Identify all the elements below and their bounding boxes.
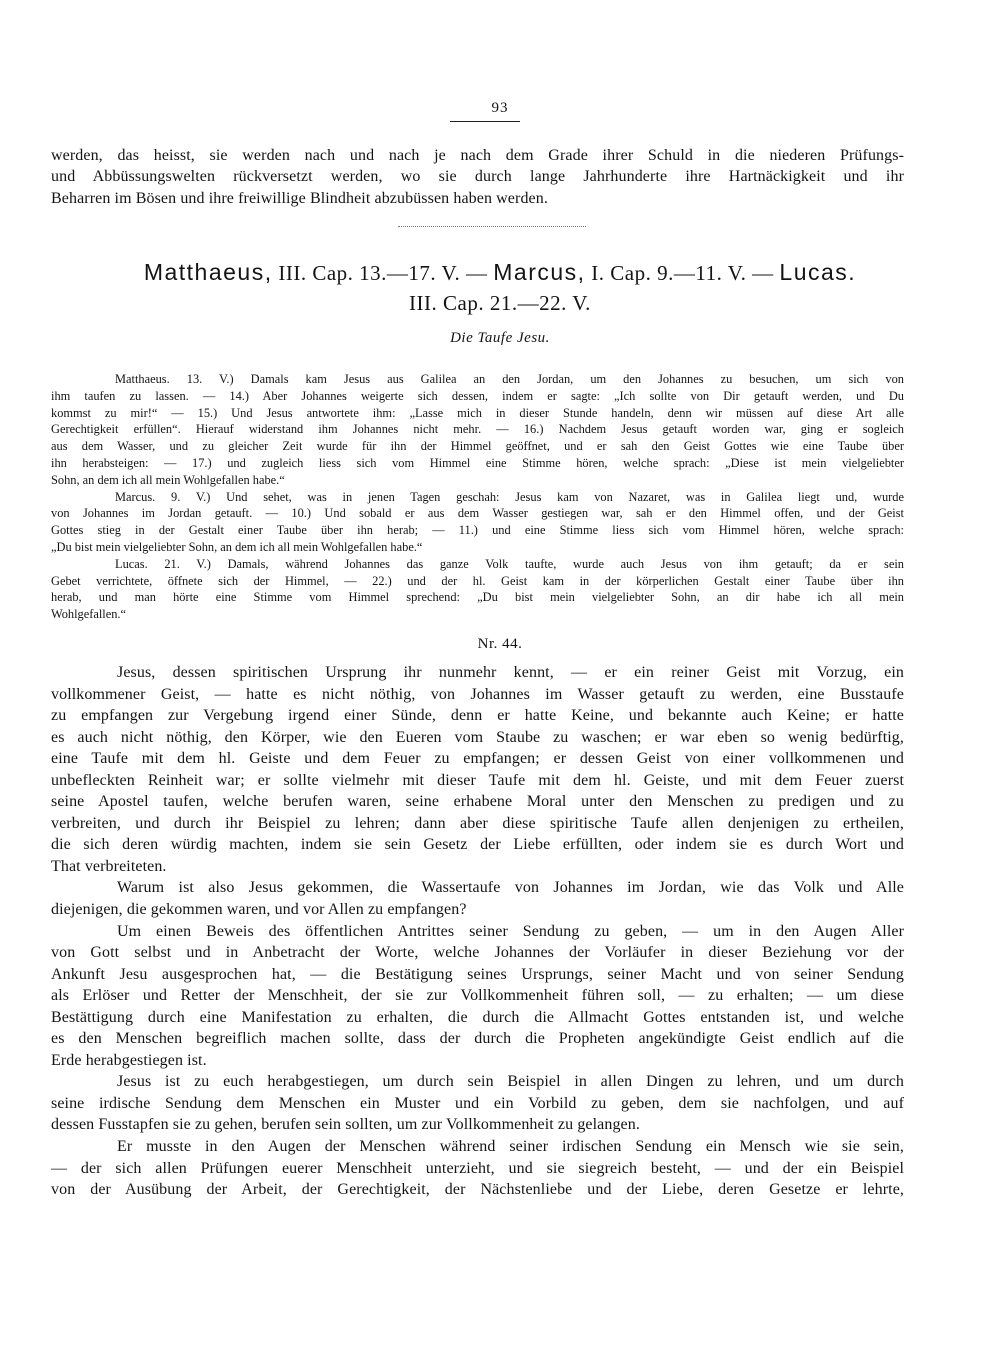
quote-line: „Du bist mein vielgeliebter Sohn, an dem ich all mein Wohlgefallen habe.“ [51, 539, 423, 554]
main-text-line: von Gott selbst und in Anbetracht der Worte, welche Johannes der Vorläufer in dieser Beziehung vor der [51, 944, 904, 962]
section-number: Nr. 44. [477, 636, 523, 652]
main-text-line: es auch nicht nöthig, den Körper, wie den Eueren vom Staube zu waschen; er war eben so wenig bedürftig, [51, 728, 904, 746]
quote-line: Sohn, an dem ich all mein Wohlgefallen habe.“ [51, 472, 285, 487]
intro-paragraph [51, 145, 904, 209]
main-text-line: Warum ist also Jesus gekommen, die Wassertaufe von Johannes im Jordan, wie das Volk und Alle [117, 879, 904, 897]
quote-line: Wohlgefallen.“ [51, 607, 127, 622]
quote-line: Matthaeus. 13. V.) Damals kam Jesus aus Galilea an den Jordan, um den Johannes zu besuchen, um sich von [115, 372, 904, 386]
quote-line: aus dem Wasser, und zu gleicher Zeit wurde für ihn der Himmel geöffnet, und er sah den Geist Gottes wie eine Taube über [51, 439, 904, 454]
main-text-line: vollkommener Geist, — hatte es nicht nöthig, von Johannes im Wasser getauft zu werden, eine Busstaufe [51, 685, 904, 703]
heading-line-2: III. Cap. 21.—22. V. [409, 291, 591, 315]
section-subtitle: Die Taufe Jesu. [450, 330, 550, 346]
main-text-line: verbreiten, und durch ihr Beispiel zu lehren; dann aber diese spiritische Taufe allen denjenigen zu ertheilen, [51, 814, 904, 832]
main-text-line: unbefleckten Reinheit war; er sollte vielmehr mit dieser Taufe mit dem hl. Geiste, und mit dem Feuer zuerst [51, 771, 904, 789]
quote-line: ihn herabsteigen: — 17.) und zugleich liess sich vom Himmel eine Stimme hören, welche sprach: „Diese ist mein vielgeliebter [51, 455, 904, 470]
quote-line: herab, und man hörte eine Stimme vom Himmel sprechend: „Du bist mein vielgeliebter Sohn, an dir habe ich all mein [51, 590, 904, 605]
heading-ref-1: III. Cap. 13.—17. V. — [278, 261, 488, 285]
heading-matthaeus: Matthaeus, [143, 259, 273, 285]
main-text-line: seine Apostel taufen, welche berufen waren, seine erhabene Moral unter den Menschen zu predigen und zu [51, 793, 904, 811]
heading-lucas: Lucas. [779, 259, 857, 285]
heading-line-1 [0, 257, 1000, 288]
scripture-quote [51, 371, 904, 623]
heading-marcus: Marcus, [493, 259, 586, 285]
quote-line: Gottes stieg in der Gestalt einer Taube über ihn herab; — 11.) und eine Stimme liess sich vom Himmel hören, welche sprach: [51, 523, 904, 538]
main-text-line: Erde herabgestiegen ist. [51, 1051, 207, 1069]
main-text-line: Ankunft Jesu ausgesprochen hat, — die Bestätigung seines Ursprungs, seiner Macht und von seiner Sendung [51, 965, 904, 983]
quote-line: Gebet verrichtete, öffnete sich der Himmel, — 22.) und der hl. Geist kam in der körperlichen Gestalt einer Taube über ihn [51, 573, 904, 588]
main-text-line: seine irdische Sendung dem Menschen ein Muster und ein Vorbild zu geben, dem sie nachfolgen, und auf [51, 1094, 904, 1112]
main-text-line: als Erlöser und Retter der Menschheit, der sie zur Vollkommenheit führen soll, — zu erhalten; — um diese [51, 987, 904, 1005]
main-text-line: eine Taufe mit dem hl. Geiste und dem Feuer zu empfangen; er dessen Geist von einer vollkommenen und [51, 750, 904, 768]
quote-line: Marcus. 9. V.) Und sehet, was in jenen Tagen geschah: Jesus kam von Nazaret, was in Galilea liegt und, wurde [115, 489, 904, 504]
quote-line: Gerechtigkeit erfüllen“. Hierauf widerstand ihm Johannes nicht mehr. — 16.) Nachdem Jesus getauft worden war, ging er sogleich [51, 422, 904, 437]
main-text-line: diejenigen, die gekommen waren, und vor Allen zu empfangen? [51, 901, 467, 919]
main-text [51, 662, 904, 1201]
intro-line: werden, das heisst, sie werden nach und nach je nach dem Grade ihrer Schuld in die niederen Prüfungs- [51, 147, 904, 164]
main-text-line: Er musste in den Augen der Menschen während seiner irdischen Sendung ein Mensch wie sie sein, [117, 1138, 904, 1156]
section-separator [398, 226, 586, 227]
quote-line: von Johannes im Jordan getauft. — 10.) Und sobald er aus dem Wasser gestiegen war, sah er den Himmel offen, und der Geist [51, 506, 904, 521]
main-text-line: Jesus, dessen spiritischen Ursprung ihr nunmehr kennt, — er ein reiner Geist mit Vorzug, ein [117, 664, 904, 681]
quote-line: kommst zu mir!“ — 15.) Und Jesus antwortete ihm: „Lasse mich in dieser Stunde handeln, denn wir müssen auf diese Art alle [51, 405, 904, 420]
section-heading [0, 257, 1000, 318]
main-text-line: Jesus ist zu euch herabgestiegen, um durch sein Beispiel in allen Dingen zu lehren, und um durch [117, 1073, 904, 1091]
main-text-line: es den Menschen begreiflich machen sollte, dass der durch die Propheten angekündigte Geist endlich auf die [51, 1030, 904, 1048]
main-text-line: von der Ausübung der Arbeit, der Gerechtigkeit, der Nächstenliebe und der Liebe, deren Gesetze er lehrte, [51, 1181, 904, 1199]
intro-line: Beharren im Bösen und ihre freiwillige Blindheit abzubüssen haben werden. [51, 189, 548, 207]
main-text-line: zu empfangen zur Vergebung irgend einer Sünde, denn er hatte Keine, und bekannte auch Keine; er hatte [51, 707, 904, 725]
main-text-line: Um einen Beweis des öffentlichen Antrittes seiner Sendung zu geben, — um in den Augen Aller [117, 922, 904, 940]
main-text-line: die sich deren würdig machten, indem sie sein Gesetz der Liebe erfüllten, oder indem sie es durch Wort und [51, 836, 904, 854]
main-text-line: — der sich allen Prüfungen euerer Menschheit unterzieht, und sie siegreich besteht, — und der ein Beispiel [51, 1159, 904, 1177]
page-number-rule [450, 121, 520, 122]
intro-line: und Abbüssungswelten rückversetzt werden, wo sie durch lange Jahrhunderte ihre Hartnäckigkeit und ihr [51, 168, 904, 186]
main-text-line: Bestättigung durch eine Manifestation zu erhalten, die durch die Allmacht Gottes entstanden ist, und welche [51, 1008, 904, 1026]
quote-line: Lucas. 21. V.) Damals, während Johannes das ganze Volk taufte, wurde auch Jesus von ihm getauft; da er sein [115, 556, 904, 571]
heading-ref-2: I. Cap. 9.—11. V. — [591, 261, 774, 285]
page-number: 93 [491, 100, 509, 116]
quote-line: ihm taufen zu lassen. — 14.) Aber Johannes weigerte sich dessen, indem er sagte: „Ich sollte von Dir getauft werden, und Du [51, 388, 904, 403]
main-text-line: dessen Fusstapfen sie zu gehen, berufen sein sollten, um zur Vollkommenheit zu gelangen. [51, 1116, 640, 1134]
main-text-line: That verbreiteten. [51, 857, 167, 875]
